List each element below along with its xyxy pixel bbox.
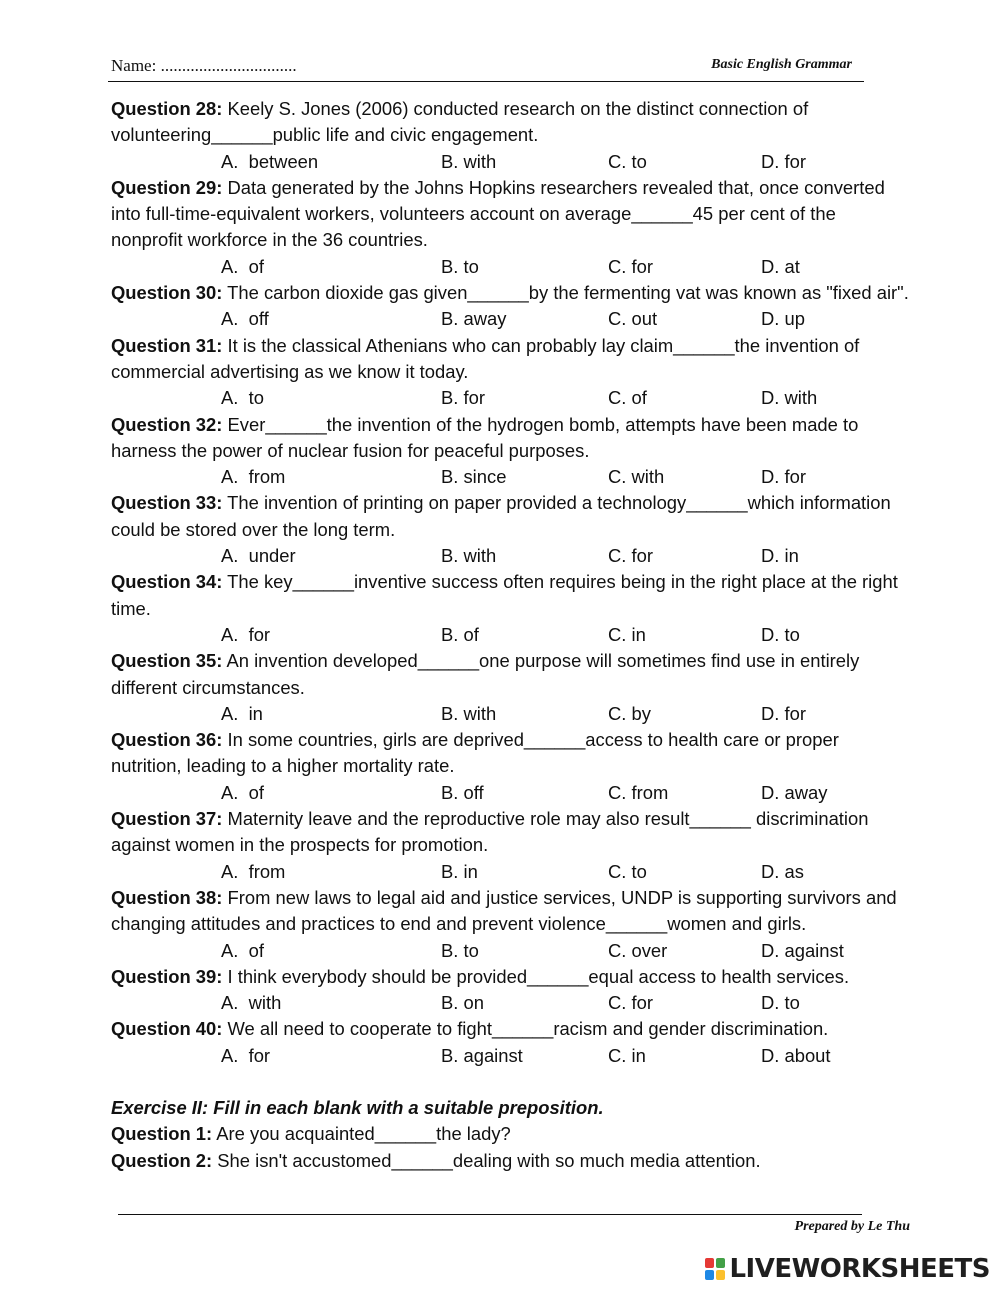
option-b[interactable]: B. with [441,702,497,724]
option-a[interactable]: A. for [221,623,271,645]
question-text [111,569,911,622]
answer-options [111,1043,911,1069]
question-body: Data generated by the Johns Hopkins researchers revealed that, once converted into full-time-equivalent workers, volunteers account on average______45 per cent of the nonprofit workforce in the 36 countries. [111,176,885,251]
option-d[interactable]: D. for [761,702,806,724]
option-d[interactable]: D. to [761,992,800,1014]
question-body: Ever______the invention of the hydrogen bomb, attempts have been made to harness the power of nuclear fusion for peaceful purposes. [111,413,859,461]
question-text [111,490,911,543]
option-d[interactable]: D. to [761,623,800,645]
option-c[interactable]: C. of [608,387,647,409]
question-text [111,280,911,306]
question-body: Maternity leave and the reproductive role may also result______ discrimination against women in the prospects for promotion. [111,808,869,856]
question-label: Question 32: [111,413,223,435]
option-a[interactable]: A. from [221,860,286,882]
option-b[interactable]: B. to [441,255,479,277]
answer-options [111,464,911,490]
answer-options [111,938,911,964]
question-label: Question 31: [111,334,223,356]
question-text [111,1121,911,1147]
footer-prepared-by: Prepared by Le Thu [794,1219,910,1234]
question-text [111,1016,911,1042]
option-d[interactable]: D. for [761,150,806,172]
logo-tile [716,1258,725,1268]
option-b[interactable]: B. for [441,387,485,409]
answer-options [111,254,911,280]
option-a[interactable]: A. from [221,466,286,488]
liveworksheets-logo-icon [704,1257,726,1281]
question-body: An invention developed______one purpose will sometimes find use in entirely different circumstances. [111,650,860,698]
option-b[interactable]: B. with [441,150,497,172]
option-b[interactable]: B. in [441,860,478,882]
option-b[interactable]: B. to [441,939,479,961]
answer-options [111,149,911,175]
answer-options [111,780,911,806]
option-c[interactable]: C. by [608,702,651,724]
option-b[interactable]: B. against [441,1044,523,1066]
question-label: Question 30: [111,282,223,304]
question-text [111,1148,911,1174]
question-label: Question 40: [111,1018,223,1040]
answer-options [111,859,911,885]
question-body: The carbon dioxide gas given______by the fermenting vat was known as "fixed air". [222,282,909,304]
logo-tile [705,1270,714,1280]
question-label: Question 2: [111,1149,213,1171]
option-d[interactable]: D. in [761,545,799,567]
header-name-field: Name: ................................ [111,56,297,75]
option-a[interactable]: A. of [221,781,264,803]
logo-tile [705,1258,714,1268]
question-label: Question 1: [111,1123,213,1145]
brand-name: LIVEWORKSHEETS [729,1254,990,1284]
question-text [111,727,911,780]
option-d[interactable]: D. as [761,860,804,882]
answer-options [111,385,911,411]
option-c[interactable]: C. with [608,466,665,488]
header-divider [108,81,864,82]
question-text [111,412,911,465]
option-b[interactable]: B. on [441,992,484,1014]
option-d[interactable]: D. against [761,939,844,961]
question-label: Question 37: [111,808,223,830]
option-b[interactable]: B. off [441,781,484,803]
answer-options [111,990,911,1016]
option-c[interactable]: C. from [608,781,669,803]
question-label: Question 33: [111,492,223,514]
option-c[interactable]: C. out [608,308,658,330]
exercise-instruction: : Fill in each blank with a suitable preposition. [202,1096,604,1118]
header-title: Basic English Grammar [711,57,852,72]
option-b[interactable]: B. with [441,545,497,567]
option-a[interactable]: A. of [221,939,264,961]
option-d[interactable]: D. about [761,1044,831,1066]
exercise-name: Exercise II [111,1096,203,1118]
question-text [111,175,911,254]
question-body: We all need to cooperate to fight______racism and gender discrimination. [222,1018,829,1040]
question-body: I think everybody should be provided______equal access to health services. [222,965,850,987]
question-body[interactable]: She isn't accustomed______dealing with so much media attention. [212,1149,761,1171]
option-d[interactable]: D. up [761,308,805,330]
option-d[interactable]: D. at [761,255,800,277]
liveworksheets-brand[interactable] [704,1253,990,1285]
question-label: Question 29: [111,176,223,198]
option-b[interactable]: B. away [441,308,507,330]
question-body: Keely S. Jones (2006) conducted research on the distinct connection of volunteering______public life and civic engagement. [111,98,809,146]
option-c[interactable]: C. for [608,255,653,277]
exercise-ii-title [111,1095,911,1121]
option-a[interactable]: A. in [221,702,263,724]
option-c[interactable]: C. for [608,992,653,1014]
question-body: It is the classical Athenians who can probably lay claim______the invention of commercial advertising as we know it today. [111,334,860,382]
question-body: In some countries, girls are deprived______access to health care or proper nutrition, leading to a higher mortality rate. [111,729,839,777]
option-c[interactable]: C. over [608,939,668,961]
question-label: Question 35: [111,650,223,672]
question-label: Question 38: [111,886,223,908]
question-label: Question 36: [111,729,223,751]
option-d[interactable]: D. for [761,466,806,488]
question-text [111,885,911,938]
option-a[interactable]: A. between [221,150,319,172]
question-list [111,96,911,1069]
worksheet-content [111,96,911,1174]
option-a[interactable]: A. for [221,1044,271,1066]
option-a[interactable]: A. off [221,308,269,330]
option-d[interactable]: D. away [761,781,828,803]
option-c[interactable]: C. in [608,623,646,645]
option-b[interactable]: B. of [441,623,479,645]
option-a[interactable]: A. under [221,545,296,567]
answer-options [111,622,911,648]
logo-tile [716,1270,725,1280]
question-body: The invention of printing on paper provided a technology______which information could be stored over the long term. [111,492,891,540]
question-text [111,964,911,990]
option-c[interactable]: C. for [608,545,653,567]
question-body: From new laws to legal aid and justice services, UNDP is supporting survivors and changing attitudes and practices to end and prevent violence______women and girls. [111,886,897,935]
option-b[interactable]: B. since [441,466,507,488]
option-a[interactable]: A. to [221,387,264,409]
option-c[interactable]: C. to [608,860,647,882]
question-label: Question 34: [111,571,223,593]
option-a[interactable]: A. of [221,255,264,277]
answer-options [111,701,911,727]
question-label: Question 28: [111,98,223,119]
answer-options [111,543,911,569]
option-c[interactable]: C. to [608,150,647,172]
question-text [111,648,911,701]
option-c[interactable]: C. in [608,1044,646,1066]
section-spacer [111,1069,911,1095]
question-label: Question 39: [111,965,223,987]
exercise-ii-questions [111,1121,911,1174]
question-text [111,96,911,149]
option-a[interactable]: A. with [221,992,282,1014]
question-text [111,806,911,859]
question-body[interactable]: Are you acquainted______the lady? [212,1123,511,1145]
footer-divider [118,1214,862,1215]
question-text [111,333,911,386]
option-d[interactable]: D. with [761,387,818,409]
question-body: The key______inventive success often requires being in the right place at the right time. [111,571,898,619]
answer-options [111,306,911,332]
